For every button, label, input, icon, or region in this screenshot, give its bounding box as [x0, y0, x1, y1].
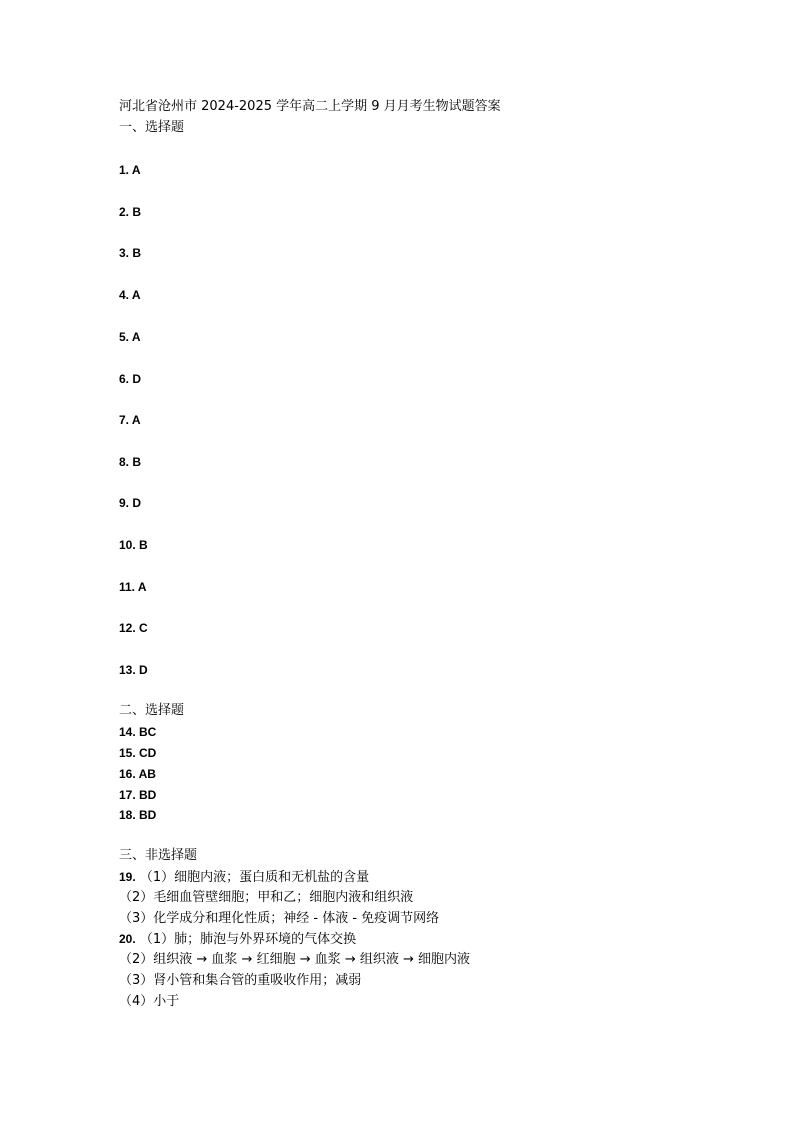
answer-item: 1. A	[119, 163, 141, 177]
q20-line: （4）小于	[119, 994, 180, 1009]
q20-line: （1）肺；肺泡与外界环境的气体交换	[139, 932, 357, 947]
q20-number: 20.	[119, 932, 136, 946]
answer-item: 13. D	[119, 663, 148, 677]
answer-item: 12. C	[119, 621, 148, 635]
answer-item: 2. B	[119, 205, 142, 219]
answer-item: 5. A	[119, 330, 141, 344]
q20-line: （3）肾小管和集合管的重吸收作用；减弱	[119, 973, 362, 988]
answer-item: 9. D	[119, 496, 142, 510]
answer-item: 4. A	[119, 288, 141, 302]
answer-item: 8. B	[119, 455, 142, 469]
section2-heading: 二、选择题	[119, 703, 185, 718]
q19-number: 19.	[119, 870, 136, 884]
q19-part1	[119, 869, 369, 886]
q20-part1	[119, 931, 356, 948]
section1-heading: 一、选择题	[119, 120, 185, 135]
answer-item: 17. BD	[119, 788, 157, 802]
document-title: 河北省沧州市 2024-2025 学年高二上学期 9 月月考生物试题答案	[119, 99, 501, 114]
q20-line: （2）组织液 → 血浆 → 红细胞 → 血浆 → 组织液 → 细胞内液	[119, 952, 471, 967]
answer-item: 18. BD	[119, 808, 157, 822]
section3-heading: 三、非选择题	[119, 848, 198, 863]
answer-item: 14. BC	[119, 725, 157, 739]
answer-item: 3. B	[119, 246, 142, 260]
answer-item: 11. A	[119, 580, 147, 594]
answer-item: 6. D	[119, 372, 142, 386]
q19-line: （2）毛细血管壁细胞；甲和乙；细胞内液和组织液	[119, 890, 414, 905]
q19-line: （3）化学成分和理化性质；神经 - 体液 - 免疫调节网络	[119, 911, 440, 926]
answer-item: 15. CD	[119, 746, 157, 760]
answer-item: 7. A	[119, 413, 141, 427]
answer-item: 16. AB	[119, 767, 156, 781]
answer-item: 10. B	[119, 538, 148, 552]
q19-line: （1）细胞内液；蛋白质和无机盐的含量	[139, 870, 370, 885]
